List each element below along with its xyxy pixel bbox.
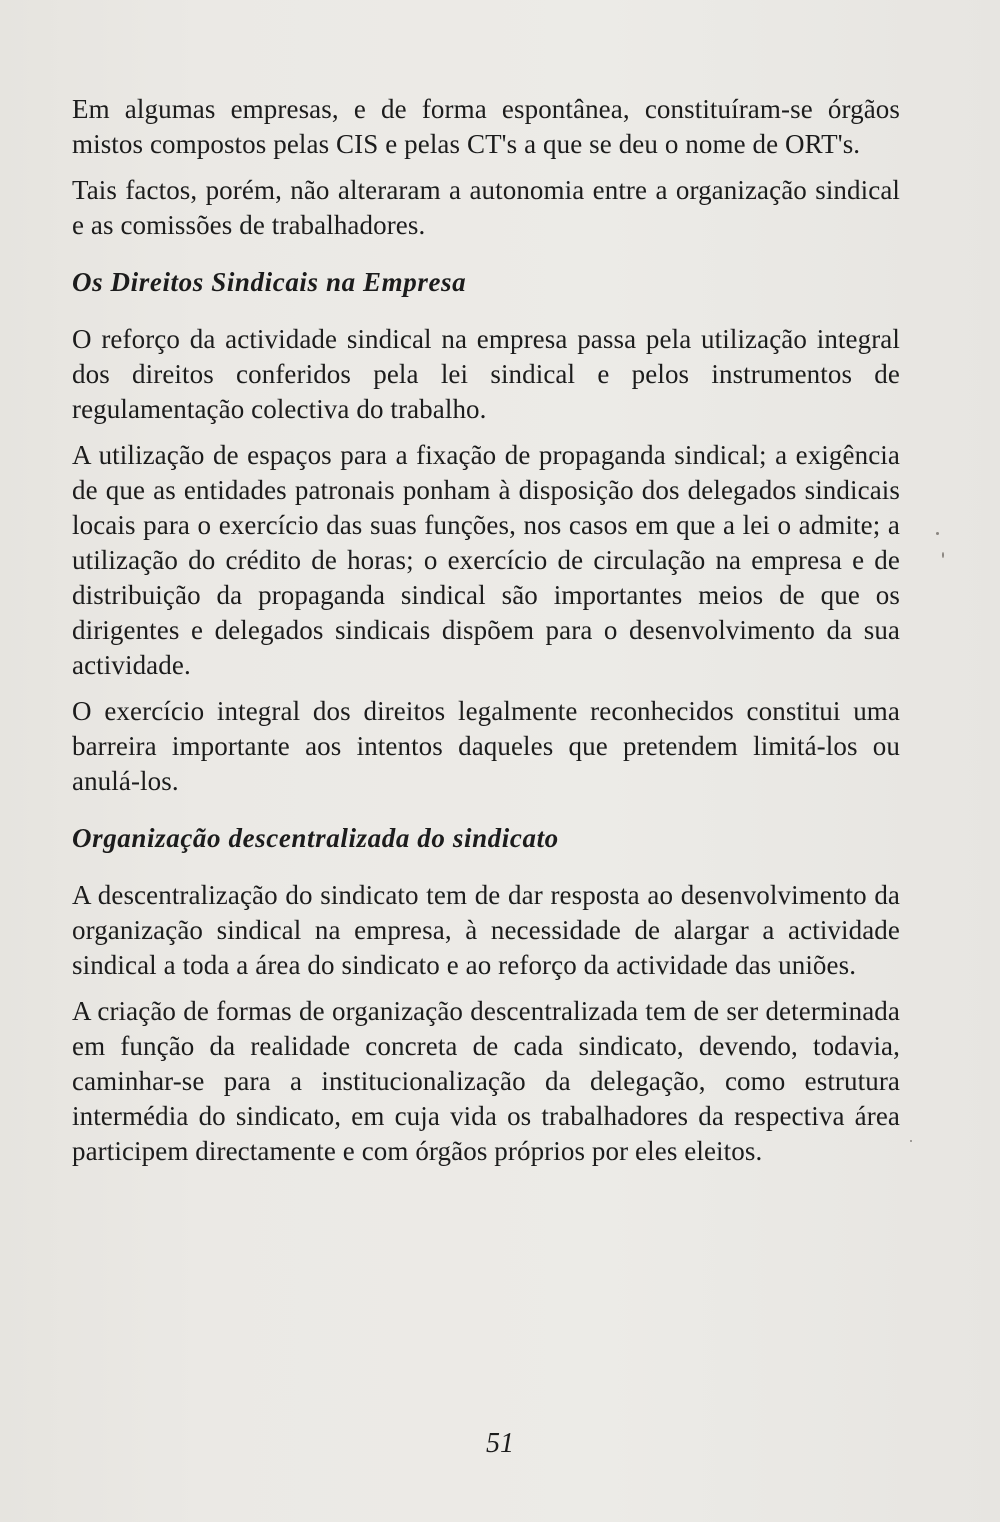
paragraph-exercicio-integral: O exercício integral dos direitos legalmente reconhecidos constitui uma barreira importante aos intentos daqueles que pretendem limitá-los ou anulá-los.: [72, 696, 900, 796]
paper-speck: [910, 1140, 912, 1142]
paragraph-descentralizacao: A descentralização do sindicato tem de dar resposta ao desenvolvimento da organização sindical na empresa, à necessidade de alargar a actividade sindical a toda a área do sindicato e ao reforço da actividade das uniões.: [72, 880, 900, 980]
paragraph-autonomy: Tais factos, porém, não alteraram a autonomia entre a organização sindical e as comissões de trabalhadores.: [72, 175, 900, 240]
paper-speck: [942, 552, 944, 558]
paragraph-utilizacao-espacos: A utilização de espaços para a fixação de propaganda sindical; a exigência de que as entidades patronais ponham à disposição dos delegados sindicais locais para o exercício das suas funções, nos casos em que a lei o admite; a utilização do crédito de horas; o exercício de circulação na empresa e de distribuição da propaganda sindical são importantes meios de que os dirigentes e delegados sindicais dispõem para o desenvolvimento da sua actividade.: [72, 440, 900, 680]
paragraph-ort: Em algumas empresas, e de forma espontânea, constituíram-se órgãos mistos compostos pelas CIS e pelas CT's a que se deu o nome de ORT's.: [72, 94, 900, 159]
page-number: 51: [486, 1428, 514, 1459]
section-heading-direitos-sindicais: Os Direitos Sindicais na Empresa: [72, 267, 467, 297]
page-body: [72, 92, 900, 1180]
paragraph-reforco: O reforço da actividade sindical na empresa passa pela utilização integral dos direitos conferidos pela lei sindical e pelos instrumentos de regulamentação colectiva do trabalho.: [72, 324, 900, 424]
paragraph-criacao-formas: A criação de formas de organização descentralizada tem de ser determinada em função da realidade concreta de cada sindicato, devendo, todavia, caminhar-se para a institucionalização da delegação, como estrutura intermédia do sindicato, em cuja vida os trabalhadores da respectiva área participem directamente e com órgãos próprios por eles eleitos.: [72, 996, 900, 1166]
section-heading-organizacao-descentralizada: Organização descentralizada do sindicato: [72, 823, 559, 853]
paper-speck: [936, 532, 939, 535]
